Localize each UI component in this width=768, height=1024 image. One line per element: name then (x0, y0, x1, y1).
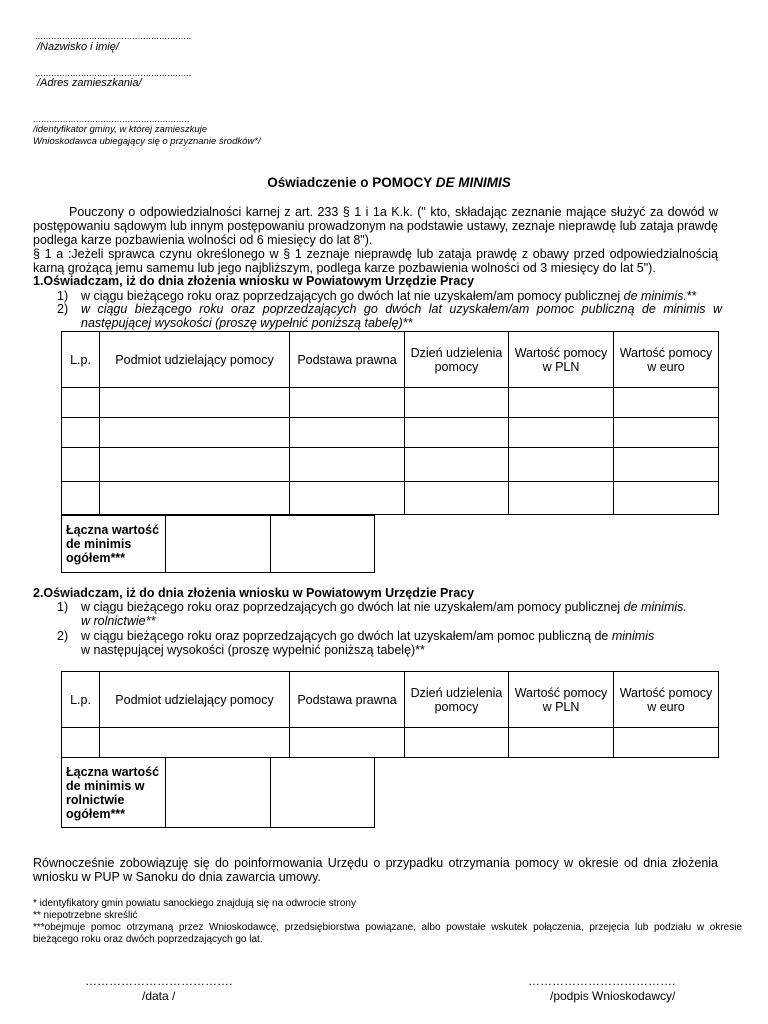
header-value-eur: Wartość pomocy w euro (614, 332, 719, 388)
section2-item-1-text: w ciągu bieżącego roku oraz poprzedzających go dwóch lat nie uzyskałem/am pomocy publicznej (81, 600, 624, 614)
header-legal-basis: Podstawa prawna (290, 672, 405, 728)
header-entity: Podmiot udzielający pomocy (100, 672, 290, 728)
header-date: Dzień udzielenia pomocy (405, 332, 509, 388)
section2-item-1-line2: w rolnictwie** (81, 614, 156, 628)
cell-date[interactable] (405, 728, 509, 758)
cell-value-eur[interactable] (614, 448, 719, 482)
cell-date[interactable] (405, 388, 509, 418)
section2-heading: 2.Oświadczam, iż do dnia złożenia wniosku w Powiatowym Urzędzie Pracy (33, 586, 475, 600)
cell-value-eur[interactable] (614, 418, 719, 448)
section1-item-1-emphasis: de minimis. (623, 289, 687, 303)
date-dots-line: ………………………………. (85, 974, 233, 988)
signature-label: /podpis Wnioskodawcy/ (550, 989, 676, 1003)
footnote-1: * identyfikatory gmin powiatu sanockiego znajdują się na odwrocie strony (33, 898, 356, 909)
section1-total-value-pln[interactable] (166, 516, 271, 573)
cell-value-pln[interactable] (509, 418, 614, 448)
section1-item-1 (57, 289, 722, 303)
table-row (62, 418, 719, 448)
cell-value-pln[interactable] (509, 448, 614, 482)
section1-aid-table (61, 331, 719, 515)
section2-aid-table (61, 671, 719, 758)
section2-item-2 (57, 629, 722, 657)
title-emphasis: DE MINIMIS (435, 175, 511, 190)
document-title (0, 175, 768, 190)
section1-item-1-tail: ** (686, 289, 697, 303)
section2-item-2-line2: w następującej wysokości (proszę wypełnić poniższą tabelę)** (81, 643, 425, 657)
table-row (62, 728, 719, 758)
header-lp: L.p. (62, 672, 100, 728)
cell-value-eur[interactable] (614, 482, 719, 515)
footnote-2: ** niepotrzebne skreślić (33, 910, 138, 921)
header-value-eur: Wartość pomocy w euro (614, 672, 719, 728)
intro-paragraph-1: Pouczony o odpowiedzialności karnej z art. 233 § 1 i 1a K.k. (" kto, składając zeznanie mające służyć za dowód w postępowaniu sądowym lub innym postępowaniu prowadzonym na podstawie ustawy, zeznaje nieprawdę lub zataja prawdę podlega karze pozbawienia wolności od 6 miesięcy do lat 8"). (33, 205, 718, 247)
cell-lp[interactable] (62, 418, 100, 448)
section1-item-2-number: 2) (57, 302, 69, 316)
cell-lp[interactable] (62, 482, 100, 515)
cell-lp[interactable] (62, 448, 100, 482)
cell-legal-basis[interactable] (290, 448, 405, 482)
header-entity: Podmiot udzielający pomocy (100, 332, 290, 388)
section2-item-1 (57, 600, 722, 628)
section2-item-1-emphasis: de minimis. (623, 600, 687, 614)
section2-total-value-eur[interactable] (271, 758, 375, 828)
section2-item-1-number: 1) (57, 600, 69, 614)
cell-entity[interactable] (100, 482, 290, 515)
cell-legal-basis[interactable] (290, 388, 405, 418)
table-header-row (62, 332, 719, 388)
section2-item-2-text: w ciągu bieżącego roku oraz poprzedzających go dwóch lat uzyskałem/am pomoc publiczną de (81, 629, 612, 643)
intro-block (33, 205, 718, 275)
section1-total-value-eur[interactable] (271, 516, 375, 573)
section1-total-table (61, 515, 375, 573)
table-header-row (62, 672, 719, 728)
date-label: /data / (142, 989, 176, 1003)
name-label: /Nazwisko i imię/ (37, 41, 119, 53)
footnote-3: ***obejmuje pomoc otrzymaną przez Wnioskodawcę, przedsiębiorstwa powiązane, albo powstałe wskutek połączenia, przejęcia lub podziału w okresie bieżącego roku oraz dwóch poprzedzających go lat. (33, 922, 742, 945)
name-dots-line: .......................................................... (35, 31, 192, 41)
cell-value-eur[interactable] (614, 388, 719, 418)
header-legal-basis: Podstawa prawna (290, 332, 405, 388)
section1-item-1-text: w ciągu bieżącego roku oraz poprzedzających go dwóch lat nie uzyskałem/am pomocy publicznej (81, 289, 624, 303)
cell-value-pln[interactable] (509, 728, 614, 758)
table-row (62, 448, 719, 482)
id-label-line1: /identyfikator gminy, w której zamieszkuje (33, 124, 208, 135)
cell-date[interactable] (405, 448, 509, 482)
cell-lp[interactable] (62, 728, 100, 758)
header-value-pln: Wartość pomocy w PLN (509, 672, 614, 728)
section2-total-value-pln[interactable] (166, 758, 271, 828)
header-date: Dzień udzielenia pomocy (405, 672, 509, 728)
section2-total-table (61, 757, 375, 828)
cell-entity[interactable] (100, 448, 290, 482)
cell-value-pln[interactable] (509, 388, 614, 418)
id-label-line2: Wnioskodawca ubiegający się o przyznanie środków*/ (33, 136, 261, 147)
cell-value-eur[interactable] (614, 728, 719, 758)
cell-entity[interactable] (100, 728, 290, 758)
address-label: /Adres zamieszkania/ (37, 77, 142, 89)
section1-item-2-text: w ciągu bieżącego roku oraz poprzedzających go dwóch lat uzyskałem/am pomoc publiczną de minimis w następującej wysokości (proszę wypełnić poniższą tabelę)** (81, 302, 722, 330)
title-text: Oświadczenie o POMOCY (267, 175, 436, 190)
cell-entity[interactable] (100, 418, 290, 448)
table-row (62, 482, 719, 515)
section1-total-label: Łączna wartość de minimis ogółem*** (62, 516, 166, 573)
cell-value-pln[interactable] (509, 482, 614, 515)
commitment-text: Równocześnie zobowiązuję się do poinformowania Urzędu o przypadku otrzymania pomocy w okresie od dnia złożenia wniosku w PUP w Sanoku do dnia zawarcia umowy. (33, 856, 718, 884)
section1-heading: 1.Oświadczam, iż do dnia złożenia wniosku w Powiatowym Urzędzie Pracy (33, 274, 475, 288)
header-value-pln: Wartość pomocy w PLN (509, 332, 614, 388)
section2-item-2-number: 2) (57, 629, 69, 643)
cell-lp[interactable] (62, 388, 100, 418)
cell-legal-basis[interactable] (290, 728, 405, 758)
header-lp: L.p. (62, 332, 100, 388)
section1-item-1-number: 1) (57, 289, 69, 303)
table-row (62, 388, 719, 418)
section2-total-label: Łączna wartość de minimis w rolnictwie ogółem*** (62, 758, 166, 828)
intro-paragraph-2: § 1 a :Jeżeli sprawca czynu określonego w § 1 zeznaje nieprawdę lub zataja prawdę z obawy przed odpowiedzialnością karną grożącą jemu samemu lub jego najbliższym, podlega karze pozbawienia wolności od 3 miesięcy do lat 5"). (33, 247, 718, 275)
cell-legal-basis[interactable] (290, 482, 405, 515)
cell-date[interactable] (405, 418, 509, 448)
cell-entity[interactable] (100, 388, 290, 418)
address-dots-line: .......................................................... (35, 68, 192, 78)
section2-item-2-emphasis: minimis (611, 629, 655, 643)
signature-dots-line: ………………………………. (528, 974, 676, 988)
cell-date[interactable] (405, 482, 509, 515)
cell-legal-basis[interactable] (290, 418, 405, 448)
id-dots-line: .......................................................... (33, 114, 190, 124)
section1-item-2 (57, 302, 722, 330)
